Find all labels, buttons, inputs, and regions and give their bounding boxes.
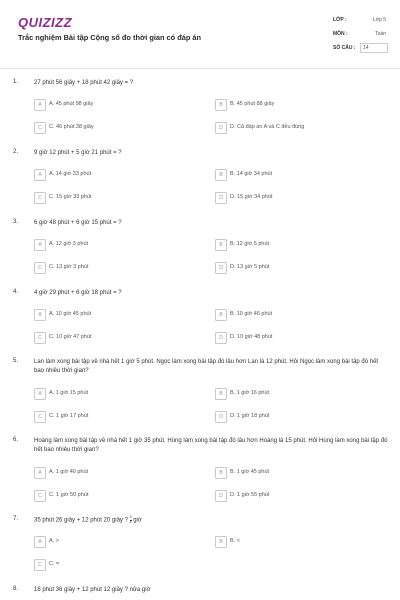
- option-text: B. 14 giờ 34 phút: [230, 171, 273, 177]
- option-text: C. 13 giờ 3 phút: [49, 264, 89, 270]
- question-text: 6 giờ 48 phút + 6 giờ 15 phút = ?: [34, 220, 122, 226]
- option-letter-box: C: [34, 490, 46, 502]
- quizizz-logo: QUIZIZZ: [18, 15, 73, 30]
- option-text: C. 1 giờ 50 phút: [49, 492, 89, 498]
- question-text-before: 35 phút 26 giây + 12 phút 20 giây ?: [34, 517, 128, 524]
- option-d[interactable]: [215, 122, 355, 134]
- option-text: C. 15 giờ 33 phút: [49, 194, 92, 200]
- meta-row-count: [330, 41, 390, 55]
- option-b[interactable]: [215, 309, 355, 321]
- option-text: B. 1 giờ 16 phút: [230, 390, 270, 396]
- option-letter-box: D: [215, 332, 227, 344]
- header-divider: [0, 68, 400, 69]
- option-letter-box: A: [34, 169, 46, 181]
- option-b[interactable]: [215, 388, 355, 400]
- meta-label: LỚP :: [333, 17, 347, 23]
- meta-row-subject: [330, 27, 390, 41]
- question-number: 4.: [13, 289, 19, 295]
- option-letter-box: A: [34, 239, 46, 251]
- option-d[interactable]: [215, 192, 355, 204]
- option-text: A. 1 giờ 40 phút: [49, 469, 89, 475]
- option-letter-box: D: [215, 262, 227, 274]
- option-letter-box: C: [34, 332, 46, 344]
- meta-label: SỐ CÂU :: [333, 45, 356, 51]
- fraction: [130, 516, 132, 524]
- worksheet-header: [0, 0, 400, 68]
- option-d[interactable]: [215, 411, 355, 423]
- question-number: 3.: [13, 219, 19, 225]
- option-text: C. 1 giờ 17 phút: [49, 413, 89, 419]
- question-number: 8.: [13, 586, 19, 592]
- option-text: A. 45 phút 98 giây: [49, 101, 94, 107]
- worksheet-title: Trắc nghiệm Bài tập Cộng số đo thời gian có đáp án: [18, 33, 202, 42]
- option-letter-box: C: [34, 262, 46, 274]
- option-letter-box: D: [215, 192, 227, 204]
- option-text: A. 12 giờ 3 phút: [49, 241, 89, 247]
- option-c[interactable]: [34, 192, 174, 204]
- option-text: B. <: [230, 538, 240, 544]
- meta-value: Toán: [375, 31, 386, 37]
- option-a[interactable]: [34, 99, 174, 111]
- meta-label: MÔN :: [333, 31, 348, 37]
- option-letter-box: D: [215, 122, 227, 134]
- option-a[interactable]: [34, 169, 174, 181]
- option-letter-box: B: [215, 169, 227, 181]
- option-text: C. 10 giờ 47 phút: [49, 334, 92, 340]
- fraction-denominator: 4: [129, 519, 132, 524]
- option-text: B. 10 giờ 46 phút: [230, 311, 273, 317]
- option-letter-box: A: [34, 536, 46, 548]
- question-text: 18 phút 36 giây + 12 phút 12 giây ? nửa giờ: [34, 587, 151, 593]
- question-text: 27 phút 56 giây + 18 phút 42 giây = ?: [34, 80, 134, 86]
- question-number: 5.: [13, 358, 19, 364]
- option-text: D. 13 giờ 5 phút: [230, 264, 270, 270]
- question-text: Hoàng làm xong bài tập về nhà hết 1 giờ 35 phút. Hùng làm xong bài tập đó lâu hơn Hoàng là 15 phút. Hỏi Hùng làm xong bài tập đó hết bao nhiêu thời gian?: [34, 438, 388, 453]
- option-text: C. 46 phút 38 giây: [49, 124, 94, 130]
- option-letter-box: B: [215, 536, 227, 548]
- option-letter-box: C: [34, 192, 46, 204]
- question-text: 4 giờ 29 phút + 6 giờ 18 phút = ?: [34, 290, 122, 296]
- question-text-after: giờ: [133, 517, 142, 524]
- meta-value: 14: [360, 43, 388, 53]
- question-number: 1.: [13, 79, 19, 85]
- option-letter-box: B: [215, 99, 227, 111]
- option-b[interactable]: [215, 99, 355, 111]
- question-number: 7.: [13, 516, 19, 522]
- option-letter-box: A: [34, 309, 46, 321]
- option-letter-box: C: [34, 122, 46, 134]
- option-c[interactable]: [34, 411, 174, 423]
- option-b[interactable]: [215, 239, 355, 251]
- option-c[interactable]: [34, 122, 174, 134]
- option-a[interactable]: [34, 467, 174, 479]
- meta-panel: [330, 13, 390, 55]
- option-text: A. 10 giờ 45 phút: [49, 311, 92, 317]
- option-text: B. 45 phút 88 giây: [230, 101, 275, 107]
- option-text: D. 15 giờ 34 phút: [230, 194, 273, 200]
- question-text: [34, 516, 389, 526]
- option-letter-box: B: [215, 388, 227, 400]
- meta-value: Lớp 5: [372, 17, 386, 23]
- option-text: A. 14 giờ 33 phút: [49, 171, 92, 177]
- question-text: Lan làm xong bài tập về nhà hết 1 giờ 5 phút. Ngọc làm xong bài tập đó lâu hơn Lan là 12 phút. Hỏi Ngọc làm xong bài tập đó hết bao nhiêu thời gian?: [34, 359, 379, 374]
- option-text: B. 1 giờ 45 phút: [230, 469, 270, 475]
- option-text: B. 12 giờ 5 phút: [230, 241, 270, 247]
- option-a[interactable]: [34, 239, 174, 251]
- option-c[interactable]: [34, 559, 174, 571]
- option-d[interactable]: [215, 332, 355, 344]
- option-letter-box: B: [215, 309, 227, 321]
- fraction-numerator: 3: [129, 515, 132, 519]
- question-number: 6.: [13, 437, 19, 443]
- option-c[interactable]: [34, 490, 174, 502]
- option-a[interactable]: [34, 536, 174, 548]
- option-text: D. 10 giờ 48 phút: [230, 334, 273, 340]
- option-letter-box: A: [34, 467, 46, 479]
- option-letter-box: B: [215, 467, 227, 479]
- option-c[interactable]: [34, 332, 174, 344]
- meta-row-class: [330, 13, 390, 27]
- option-a[interactable]: [34, 309, 174, 321]
- option-text: A. 1 giờ 15 phút: [49, 390, 89, 396]
- option-a[interactable]: [34, 388, 174, 400]
- question-number: 2.: [13, 149, 19, 155]
- option-b[interactable]: [215, 467, 355, 479]
- option-letter-box: C: [34, 411, 46, 423]
- option-text: D. Cả đáp án A và C đều đúng: [230, 124, 305, 130]
- option-text: A. >: [49, 538, 59, 544]
- option-letter-box: D: [215, 490, 227, 502]
- option-letter-box: B: [215, 239, 227, 251]
- option-letter-box: A: [34, 388, 46, 400]
- option-letter-box: D: [215, 411, 227, 423]
- option-letter-box: A: [34, 99, 46, 111]
- option-c[interactable]: [34, 262, 174, 274]
- option-d[interactable]: [215, 490, 355, 502]
- option-text: D. 1 giờ 18 phút: [230, 413, 270, 419]
- option-b[interactable]: [215, 169, 355, 181]
- option-text: D. 1 giờ 55 phút: [230, 492, 270, 498]
- option-b[interactable]: [215, 536, 355, 548]
- option-text: C. =: [49, 561, 60, 567]
- question-text: 9 giờ 12 phút + 5 giờ 21 phút = ?: [34, 150, 122, 156]
- option-letter-box: C: [34, 559, 46, 571]
- option-d[interactable]: [215, 262, 355, 274]
